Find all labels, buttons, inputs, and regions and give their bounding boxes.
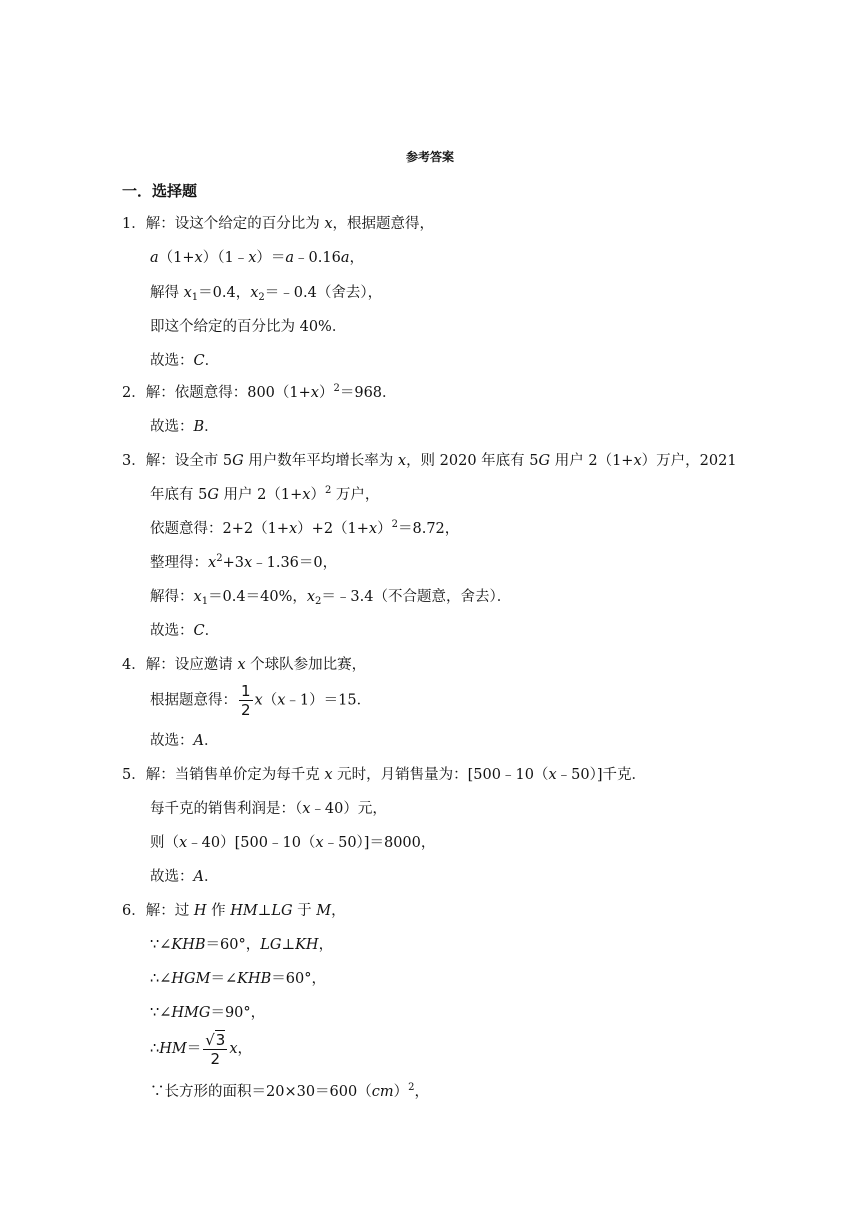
answer-4-line-1: 4．解：设应邀请 x 个球队参加比赛， [122, 657, 367, 673]
answer-6-line-4: ∵∠HMG＝90°， [150, 1005, 266, 1021]
answer-3-line-5: 解得：$x_1=0.4=40\%$，$x_2=﹣3.4$（不合题意，舍去）． [150, 589, 512, 607]
answer-6-line-5: ∴HM＝ $\frac{√3}{2}$ x， [150, 1030, 253, 1068]
answer-6-line-3: ∴∠HGM＝∠KHB＝60°， [150, 971, 326, 987]
section-heading: 一．选择题 [122, 182, 198, 200]
answer-5-line-2: 每千克的销售利润是：（x﹣40）元， [150, 801, 387, 817]
answer-6-line-2: ∵∠KHB＝60°，LG⊥KH， [150, 937, 334, 953]
answer-4-line-2: 根据题意得： $\frac{1}{2}$ x（x﹣1）＝15． [150, 682, 372, 719]
answer-5-line-4: 故选：A． [150, 869, 219, 885]
answer-1-line-4: 即这个给定的百分比为 40%． [150, 319, 347, 335]
answer-2-line-1: 2．解：依题意得：$800(1+x)^2=968$． [122, 383, 397, 401]
answer-6-line-6: ∵长方形的面积＝20×30＝600（cm）$^2$， [150, 1082, 429, 1100]
answer-5-line-3: 则（x﹣40）[500﹣10（x﹣50）]＝8000， [150, 835, 436, 851]
answer-3-line-4: 整理得：$x^2+3x﹣1.36=0$， [150, 553, 338, 571]
answer-3-line-2: 年底有 5G 用户 $2(1+x)^2$ 万户， [150, 485, 380, 503]
answer-3-line-3: 依题意得：$2+2(1+x)+2(1+x)^2=8.72$， [150, 519, 460, 537]
fraction-one-half: $\frac{1}{2}$ [241, 682, 251, 719]
answer-6-line-1: 6．解：过 H 作 HM⊥LG 于 M， [122, 903, 346, 919]
answer-3-line-6: 故选：C． [150, 623, 220, 639]
answer-3-line-1: 3．解：设全市 5G 用户数年平均增长率为 x，则 2020 年底有 5G 用户 2（1+x）万户，2021 [122, 453, 737, 469]
answer-1-line-1: 1．解：设这个给定的百分比为 x，根据题意得， [122, 216, 435, 232]
answer-2-line-2: 故选：B． [150, 419, 219, 435]
answer-5-line-1: 5．解：当销售单价定为每千克 x 元时，月销售量为：[500﹣10（x﹣50）]千克． [122, 767, 646, 783]
answer-1-line-5: 故选：C． [150, 353, 220, 369]
answer-1-line-2: a（1+x）（1﹣x）＝a﹣0.16a， [150, 250, 364, 266]
answer-4-line-3: 故选：A． [150, 733, 219, 749]
answer-1-line-3: 解得 $x_1=0.4$，$x_2=﹣0.4$（舍去）， [150, 285, 383, 303]
page-title: 参考答案 [405, 150, 454, 164]
fraction-sqrt3-over-2: $\frac{√3}{2}$ [205, 1030, 226, 1068]
sqrt-icon: √3 [205, 1030, 226, 1049]
